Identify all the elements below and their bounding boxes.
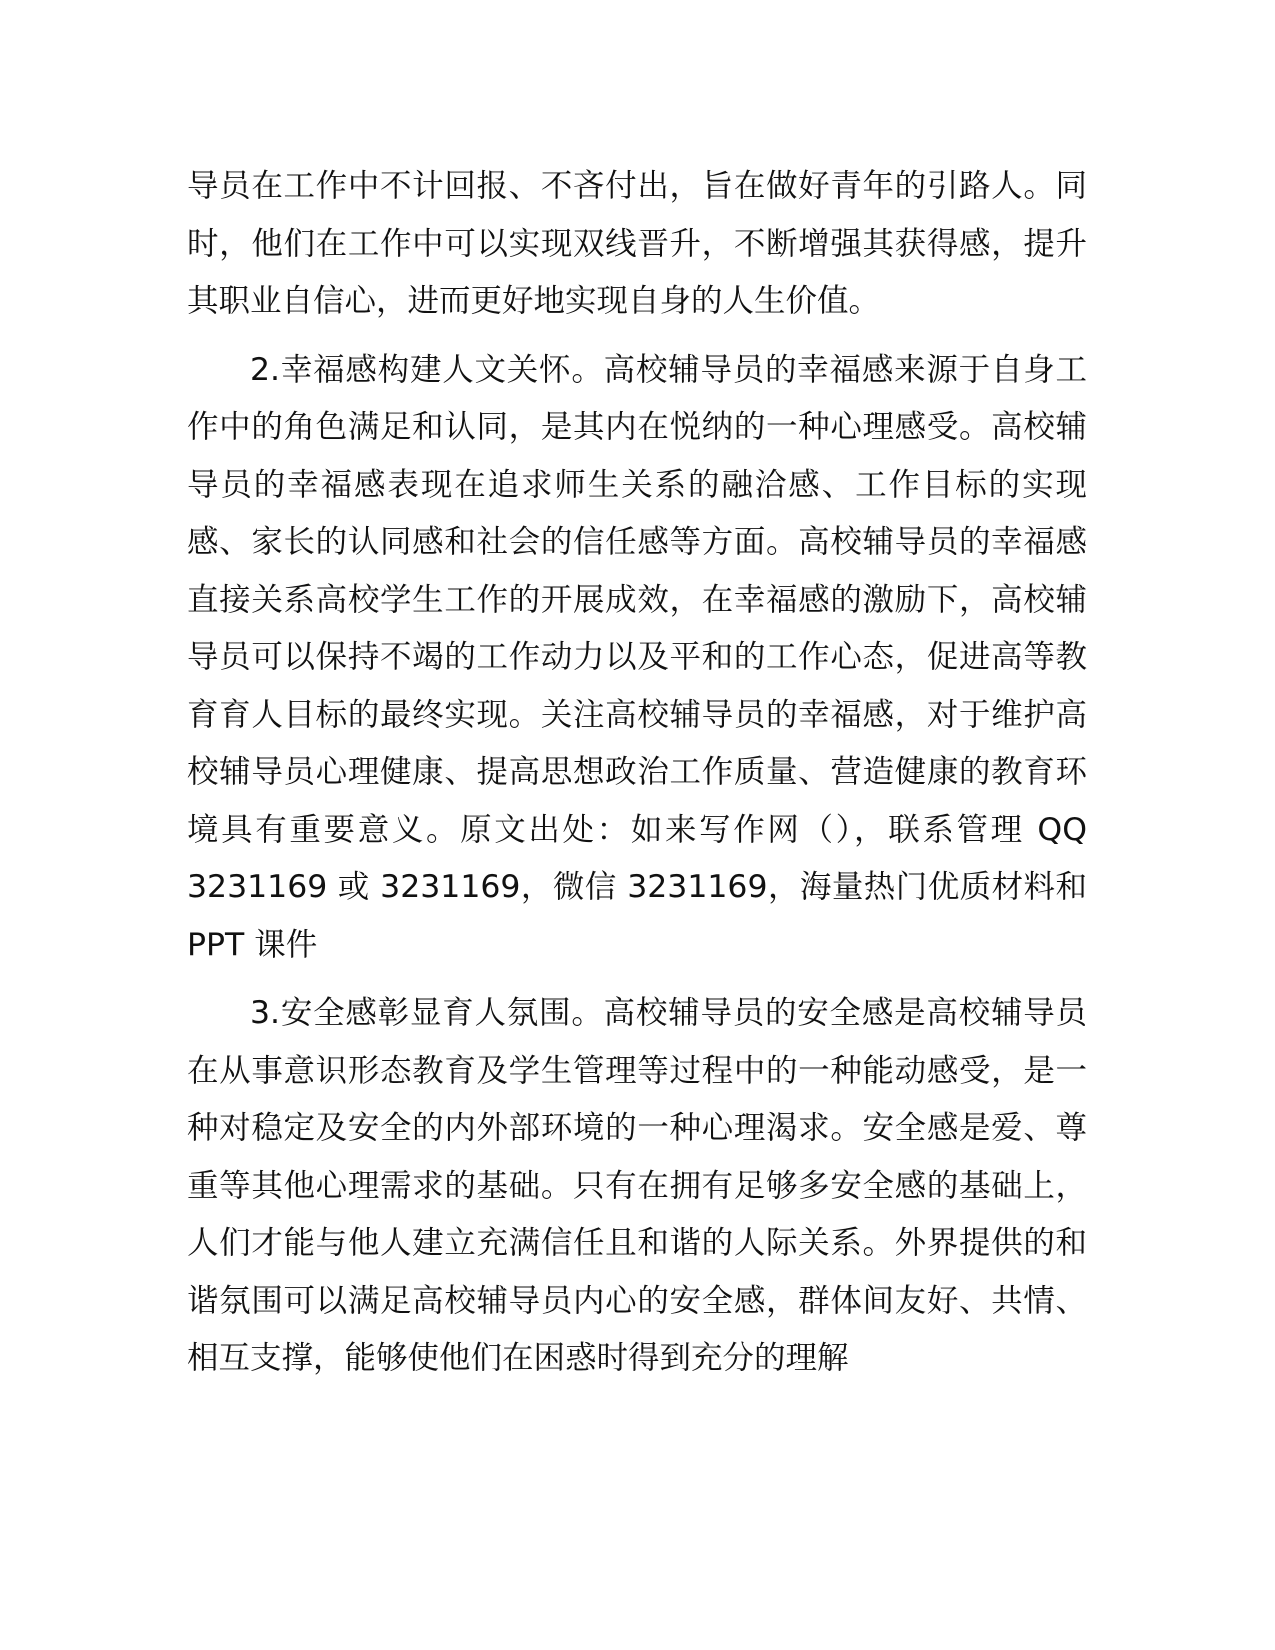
body-text <box>187 158 1087 1388</box>
paragraph-happiness: 2.幸福感构建人文关怀。高校辅导员的幸福感来源于自身工作中的角色满足和认同，是其内在悦纳的一种心理感受。高校辅导员的幸福感表现在追求师生关系的融洽感、工作目标的实现感、家长的认同感和社会的信任感等方面。高校辅导员的幸福感直接关系高校学生工作的开展成效，在幸福感的激励下，高校辅导员可以保持不竭的工作动力以及平和的工作心态，促进高等教育育人目标的最终实现。关注高校辅导员的幸福感，对于维护高校辅导员心理健康、提高思想政治工作质量、营造健康的教育环境具有重要意义。原文出处：如来写作网（），联系管理 QQ 3231169 或 3231169，微信 3231169，海量热门优质材料和 PPT 课件 <box>187 351 1087 963</box>
paragraph-security: 3.安全感彰显育人氛围。高校辅导员的安全感是高校辅导员在从事意识形态教育及学生管理等过程中的一种能动感受，是一种对稳定及安全的内外部环境的一种心理渴求。安全感是爱、尊重等其他心理需求的基础。只有在拥有足够多安全感的基础上，人们才能与他人建立充满信任且和谐的人际关系。外界提供的和谐氛围可以满足高校辅导员内心的安全感，群体间友好、共情、相互支撑，能够使他们在困惑时得到充分的理解 <box>187 995 1087 1376</box>
paragraph-continued: 导员在工作中不计回报、不吝付出，旨在做好青年的引路人。同时，他们在工作中可以实现双线晋升，不断增强其获得感，提升其职业自信心，进而更好地实现自身的人生价值。 <box>187 168 1087 319</box>
